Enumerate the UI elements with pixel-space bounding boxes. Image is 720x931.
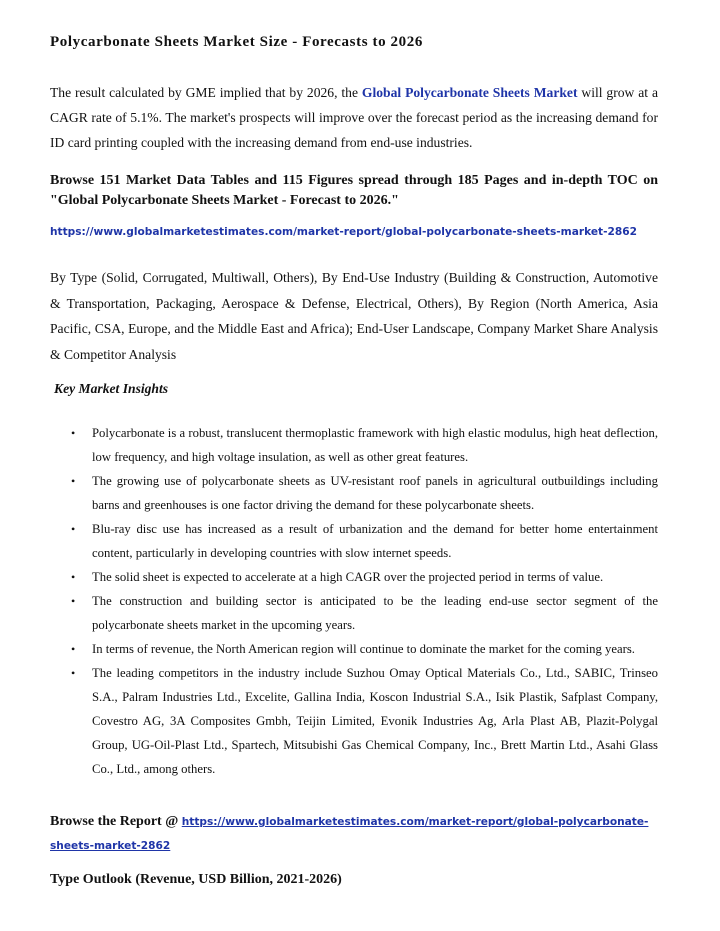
bullet-icon: • xyxy=(71,666,76,680)
intro-text-before: The result calculated by GME implied that by 2026, the xyxy=(50,85,362,100)
insight-text: Blu-ray disc use has increased as a result of urbanization and the demand for better home entertainment content, particularly in developing countries with slow internet speeds. xyxy=(92,522,658,560)
list-item xyxy=(71,637,658,661)
browse-report-line xyxy=(50,810,660,858)
browse-report-link[interactable]: https://www.globalmarketestimates.com/market-report/global-polycarbonate-sheets-market-2862 xyxy=(50,816,649,852)
list-item xyxy=(71,589,658,637)
bullet-icon: • xyxy=(71,570,76,584)
insights-heading: Key Market Insights xyxy=(54,381,169,396)
type-outlook-heading: Type Outlook (Revenue, USD Billion, 2021-2026) xyxy=(50,872,342,887)
insight-text: The solid sheet is expected to accelerate at a high CAGR over the projected period in terms of value. xyxy=(92,570,604,584)
list-item xyxy=(71,565,658,589)
page-title: Polycarbonate Sheets Market Size - Forecasts to 2026 xyxy=(50,34,423,50)
insights-list xyxy=(71,421,658,781)
list-item xyxy=(71,421,658,469)
insight-text: In terms of revenue, the North American region will continue to dominate the market for the coming years. xyxy=(92,642,635,656)
browse-heading: Browse 151 Market Data Tables and 115 Figures spread through 185 Pages and in-depth TOC on "Global Polycarbonate Sheets Market - Forecast to 2026." xyxy=(50,173,658,208)
insight-text: Polycarbonate is a robust, translucent thermoplastic framework with high elastic modulus, high heat deflection, low frequency, and high voltage insulation, as well as other great features. xyxy=(92,426,658,464)
insight-text: The growing use of polycarbonate sheets as UV-resistant roof panels in agricultural outbuildings including barns and greenhouses is one factor driving the demand for these polycarbonate sheets. xyxy=(92,474,658,512)
bullet-icon: • xyxy=(71,474,76,488)
market-name-highlight: Global Polycarbonate Sheets Market xyxy=(361,85,578,100)
intro-paragraph xyxy=(50,80,658,155)
list-item xyxy=(71,469,658,517)
insight-text: The leading competitors in the industry include Suzhou Omay Optical Materials Co., Ltd., SABIC, Trinseo S.A., Palram Industries Ltd., Excelite, Gallina India, Koscon Industrial S.A., Isik Plastik, Safplast Company, Covestro AG, 3A Composites Gmbh, Teijin Limited, Evonik Industries Ag, Arla Plast AB, Plazit-Polygal Group, UG-Oil-Plast Ltd., Spartech, Mitsubishi Gas Chemical Company, Inc., Brett Martin Ltd., Asahi Glass Co., Ltd., among others. xyxy=(92,666,658,776)
segmentation-paragraph: By Type (Solid, Corrugated, Multiwall, Others), By End-Use Industry (Building & Construction, Automotive & Transportation, Packaging, Aerospace & Defense, Electrical, Others), By Region (North America, Asia Pacific, CSA, Europe, and the Middle East and Africa); End-User Landscape, Company Market Share Analysis & Competitor Analysis xyxy=(50,270,658,362)
report-link[interactable]: https://www.globalmarketestimates.com/market-report/global-polycarbonate-sheets-market-2862 xyxy=(50,226,637,238)
bullet-icon: • xyxy=(71,594,76,608)
list-item xyxy=(71,661,658,781)
browse-report-label: Browse the Report @ xyxy=(50,814,182,829)
bullet-icon: • xyxy=(71,426,76,440)
intro-text-after: will grow at a CAGR rate of 5.1%. The market's prospects will improve over the forecast period as the increasing demand for ID card printing coupled with the increasing demand from end-use industries. xyxy=(50,85,658,150)
bullet-icon: • xyxy=(71,642,76,656)
list-item xyxy=(71,517,658,565)
insight-text: The construction and building sector is anticipated to be the leading end-use sector segment of the polycarbonate sheets market in the upcoming years. xyxy=(92,594,658,632)
bullet-icon: • xyxy=(71,522,76,536)
